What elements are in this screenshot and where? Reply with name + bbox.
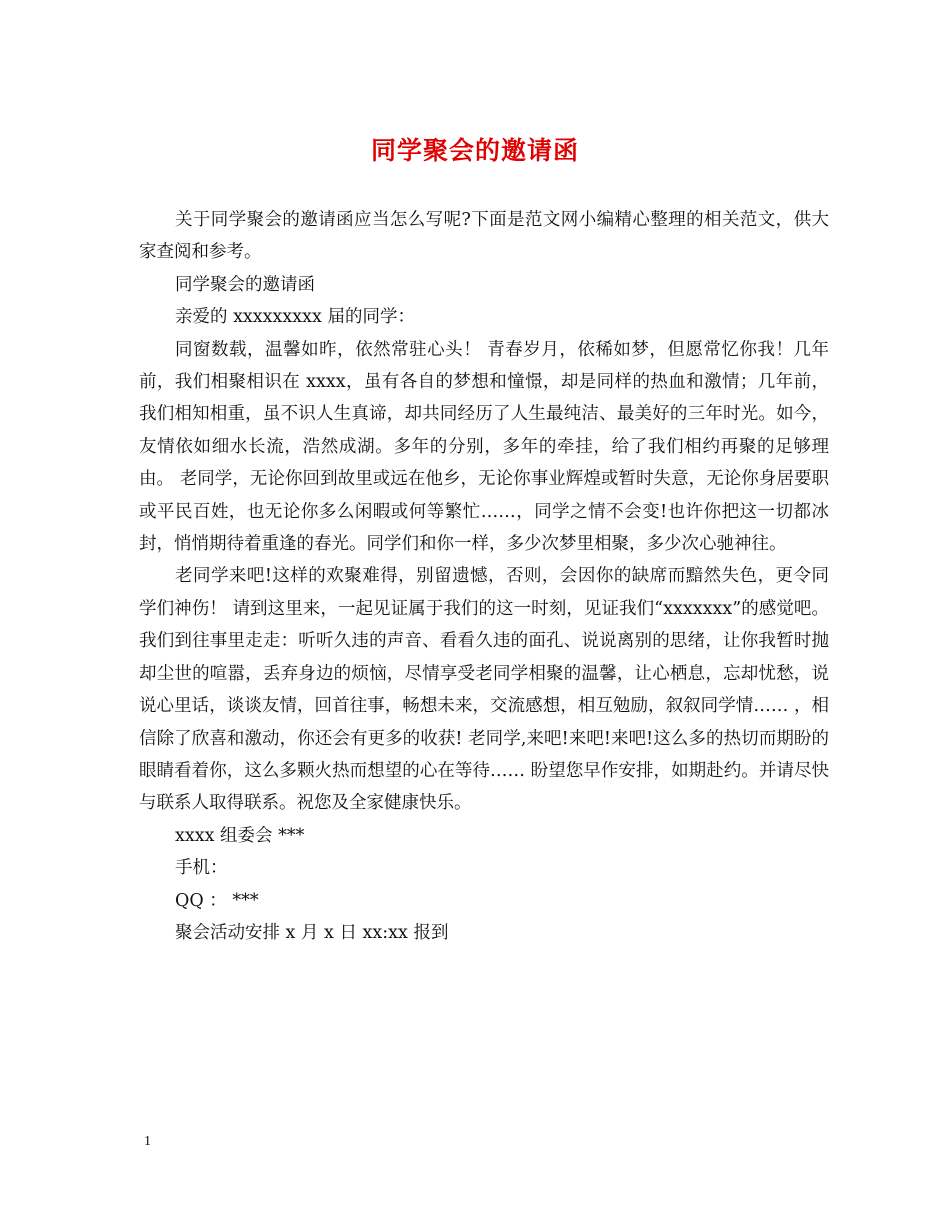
body-paragraph: 同窗数载，温馨如昨，依然常驻心头！ 青春岁月，依稀如梦，但愿常忆你我！几年前，我们相聚相识在 xxxx，虽有各自的梦想和憧憬，却是同样的热血和激情；几年前，我们相知相重，虽不识人生真谛，却共同经历了人生最纯洁、最美好的三年时光。如今，友情依如细水长流，浩然成湖。多年的分别，多年的牵挂，给了我们相约再聚的足够理由。 老同学，无论你回到故里或远在他乡，无论你事业辉煌或暂时失意，无论你身居要职或平民百姓，也无论你多么闲暇或何等繁忙……，同学之情不会变!也许你把这一切都冰封，悄悄期待着重逢的春光。同学们和你一样，多少次梦里相聚，多少次心驰神往。	[139, 339, 829, 555]
intro-paragraph: 关于同学聚会的邀请函应当怎么写呢?下面是范文网小编精心整理的相关范文，供大家查阅和参考。	[139, 210, 829, 263]
contact-qq: QQ ： ***	[175, 890, 259, 911]
signature-line: xxxx 组委会 ***	[175, 825, 305, 846]
document-title: 同学聚会的邀请函	[370, 136, 579, 165]
salutation: 亲爱的 xxxxxxxxx 届的同学：	[175, 307, 415, 328]
letter-heading: 同学聚会的邀请函	[175, 274, 315, 295]
contact-phone: 手机：	[175, 858, 228, 879]
body-paragraph: 老同学来吧!这样的欢聚难得，别留遗憾，否则，会因你的缺席而黯然失色，更令同学们神伤！ 请到这里来，一起见证属于我们的这一时刻，见证我们“xxxxxxx”的感觉吧。我们到往事里走走：听听久违的声音、看看久违的面孔、说说离别的思绪，让你我暂时抛却尘世的喧嚣，丢弃身边的烦恼，尽情享受老同学相聚的温馨，让心栖息，忘却忧愁，说说心里话，谈谈友情，回首往事，畅想未来，交流感想，相互勉励，叙叙同学情…… ，相信除了欣喜和激动，你还会有更多的收获! 老同学,来吧!来吧!来吧!这么多的热切而期盼的眼睛看着你，这么多颗火热而想望的心在等待…… 盼望您早作安排，如期赴约。并请尽快与联系人取得联系。祝您及全家健康快乐。	[139, 566, 829, 814]
schedule-line: 聚会活动安排 x 月 x 日 xx:xx 报到	[175, 922, 449, 943]
page-number: 1	[144, 1134, 151, 1149]
document-body	[139, 204, 829, 949]
